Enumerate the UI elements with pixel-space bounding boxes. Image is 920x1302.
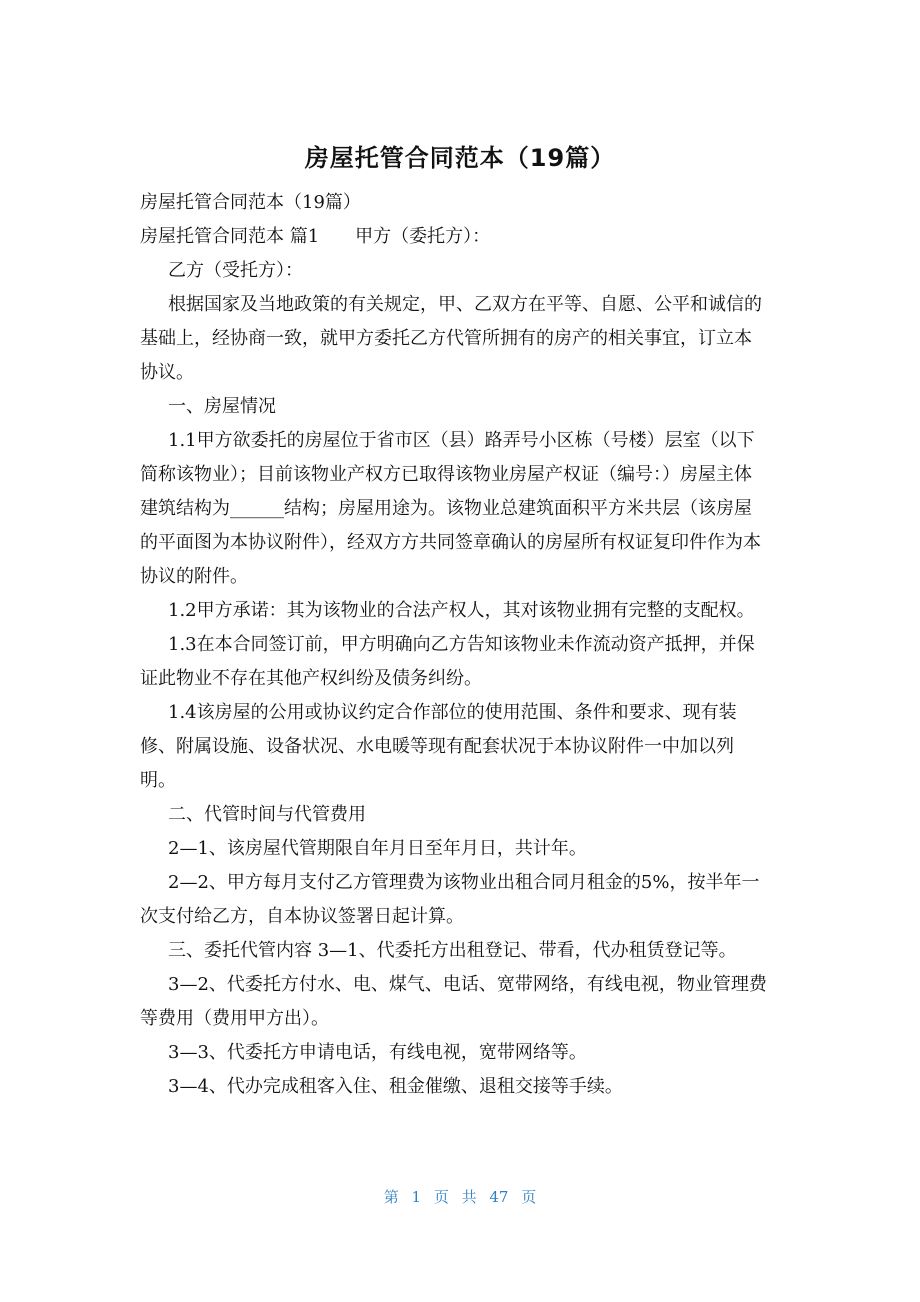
text-line: 建筑结构为______结构；房屋用途为。该物业总建筑面积平方米共层（该房屋 — [140, 498, 752, 519]
text-line: 1.4该房屋的公用或协议约定合作部位的使用范围、条件和要求、现有装 — [168, 702, 737, 723]
text-line: 房屋托管合同范本 篇1 甲方（委托方）： — [140, 226, 491, 247]
text-line: 基础上，经协商一致，就甲方委托乙方代管所拥有的房产的相关事宜，订立本 — [140, 328, 752, 349]
text-line: 3—4、代办完成租客入住、租金催缴、退租交接等手续。 — [168, 1076, 623, 1097]
text-line: 3—3、代委托方申请电话，有线电视，宽带网络等。 — [168, 1042, 587, 1063]
text-line: 根据国家及当地政策的有关规定，甲、乙双方在平等、自愿、公平和诚信的 — [168, 294, 762, 315]
text-line: 2—1、该房屋代管期限自年月日至年月日，共计年。 — [168, 838, 587, 859]
text-line: 房屋托管合同范本（19篇） — [140, 192, 361, 213]
text-line: 协议。 — [140, 362, 194, 383]
document-title: 房屋托管合同范本（19篇） — [304, 144, 616, 172]
text-line: 次支付给乙方，自本协议签署日起计算。 — [140, 906, 464, 927]
page-footer: 第 1 页 共 47 页 — [383, 1188, 537, 1206]
text-line: 证此物业不存在其他产权纠纷及债务纠纷。 — [140, 668, 482, 689]
text-line: 协议的附件。 — [140, 566, 248, 587]
text-line: 1.3在本合同签订前，甲方明确向乙方告知该物业未作流动资产抵押，并保 — [168, 634, 755, 655]
text-line: 1.1甲方欲委托的房屋位于省市区（县）路弄号小区栋（号楼）层室（以下 — [168, 430, 755, 451]
text-line: 3—2、代委托方付水、电、煤气、电话、宽带网络，有线电视，物业管理费 — [168, 974, 767, 995]
text-line: 的平面图为本协议附件），经双方方共同签章确认的房屋所有权证复印件作为本 — [140, 532, 761, 553]
text-line: 乙方（受托方）： — [168, 260, 303, 281]
text-line: 修、附属设施、设备状况、水电暖等现有配套状况于本协议附件一中加以列 — [140, 736, 734, 757]
text-line: 1.2甲方承诺：其为该物业的合法产权人，其对该物业拥有完整的支配权。 — [168, 600, 755, 621]
text-line: 简称该物业）；目前该物业产权方已取得该物业房屋产权证（编号：）房屋主体 — [140, 464, 752, 485]
text-line: 一、房屋情况 — [168, 396, 276, 417]
text-line: 2—2、甲方每月支付乙方管理费为该物业出租合同月租金的5%，按半年一 — [168, 872, 760, 893]
text-line: 三、委托代管内容 3—1、代委托方出租登记、带看，代办租赁登记等。 — [168, 940, 737, 961]
text-line: 明。 — [140, 770, 176, 791]
text-line: 等费用（费用甲方出）。 — [140, 1008, 329, 1029]
document-body — [140, 186, 782, 1104]
text-line: 二、代管时间与代管费用 — [168, 804, 366, 825]
